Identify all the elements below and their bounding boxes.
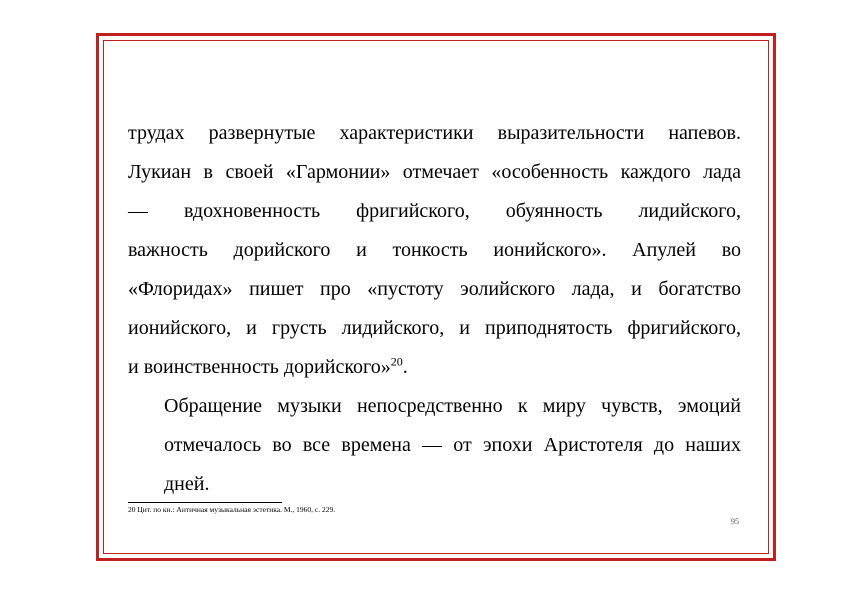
footnote-text: 20 Цит. по кн.: Античная музыкальная эстетика. М., 1960, с. 229. <box>128 505 336 514</box>
text-line: «Флоридах» пишет про «пустоту эолийского лада, и богатство <box>128 278 741 300</box>
footnote-separator <box>128 502 282 503</box>
page-number: 95 <box>731 517 739 526</box>
paragraph-2 <box>128 387 741 504</box>
text-line-last <box>128 348 741 387</box>
last-line-text: и воинственность дорийского» <box>128 356 391 378</box>
paragraph-1 <box>128 114 741 387</box>
footnote-reference[interactable]: 20 <box>390 354 403 369</box>
text-line: Обращение музыки непосредственно к миру чувств, эмоций <box>164 395 741 417</box>
text-line: важность дорийского и тонкость ионийского». Апулей во <box>128 239 741 261</box>
text-line-last: дней. <box>164 473 210 495</box>
body-text <box>128 114 741 504</box>
text-line: трудах развернутые характеристики выразительности напевов. <box>128 122 741 144</box>
text-line: отмечалось во все времена — от эпохи Аристотеля до наших <box>164 434 741 456</box>
text-line: ионийского, и грусть лидийского, и приподнятость фригийского, <box>128 317 741 339</box>
text-line: — вдохновенность фригийского, обуянность лидийского, <box>128 200 741 222</box>
last-line-end: . <box>402 356 408 378</box>
text-line: Лукиан в своей «Гармонии» отмечает «особенность каждого лада <box>128 161 741 183</box>
